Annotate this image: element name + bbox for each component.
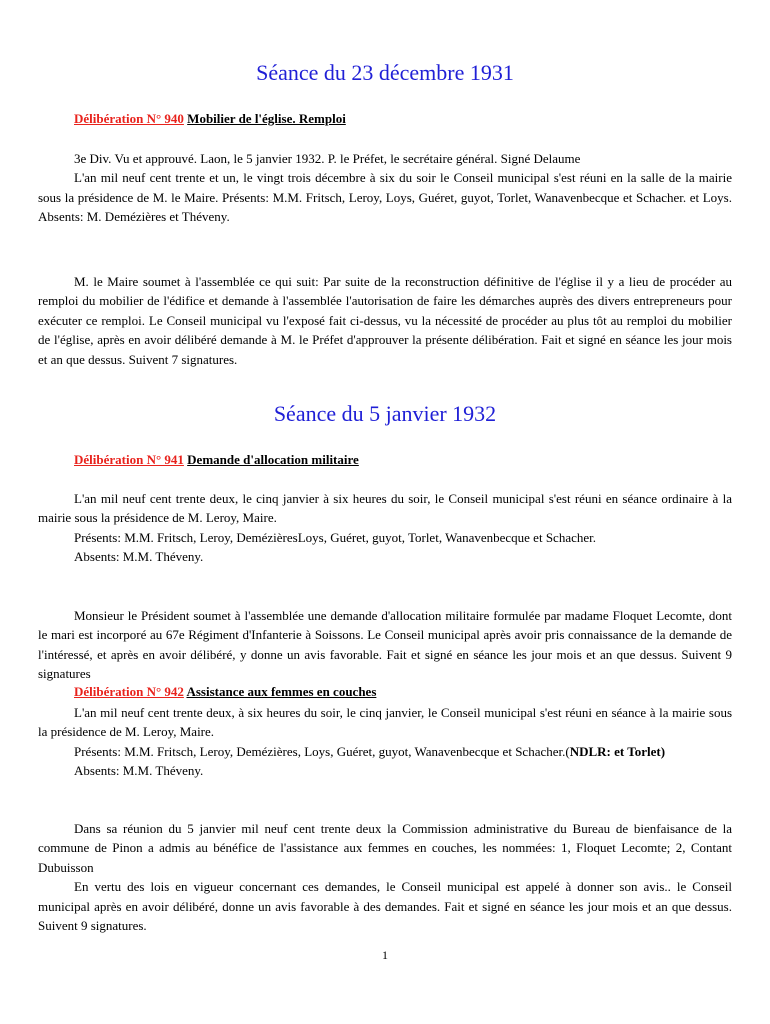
paragraph: 3e Div. Vu et approuvé. Laon, le 5 janvier 1932. P. le Préfet, le secrétaire général. Signé Delaume [74, 151, 581, 166]
paragraph: Absents: M.M. Théveny. [74, 763, 204, 779]
presents-text: Présents: M.M. Fritsch, Leroy, Demézières, Loys, Guéret, guyot, Wanavenbecque et Schacher.( [74, 743, 570, 759]
page-number: 1 [382, 948, 388, 962]
deliberation-941-body-1 [38, 489, 732, 567]
paragraph [38, 742, 732, 761]
deliberation-941-body-2 [38, 606, 732, 684]
deliberation-942-header [74, 684, 376, 700]
seance-heading-1: Séance du 23 décembre 1931 [256, 60, 514, 85]
deliberation-number: Délibération N° 940 [74, 111, 184, 126]
deliberation-number: Délibération N° 942 [74, 684, 184, 699]
paragraph: En vertu des lois en vigueur concernant ces demandes, le Conseil municipal est appelé à donner son avis.. le Conseil municipal après en avoir délibéré, donne un avis favorable à des demandes. Fait et signé en séance les jour mois et an que dessus. Suivent 9 signatures. [38, 879, 732, 934]
paragraph: Monsieur le Président soumet à l'assemblée une demande d'allocation militaire formulée par madame Floquet Lecomte, dont le mari est incorporé au 67e Régiment d'Infanterie à Soissons. Le Conseil municipal après avoir pris connaissance de la demande de l'intéressé, et après en avoir délibéré, y donne un avis favorable. Fait et signé en séance les jour mois et an que dessus. Suivent 9 signatures [38, 608, 732, 682]
deliberation-940-header [74, 111, 346, 127]
deliberation-940-body-1 [38, 149, 732, 227]
paragraph: M. le Maire soumet à l'assemblée ce qui suit: Par suite de la reconstruction définitive de l'église il y a lieu de procéder au remploi du mobilier de l'édifice et demande à l'assemblée l'autorisation de faire les démarches auprès des divers entrepreneurs pour exécuter ce remploi. Le Conseil municipal vu l'exposé fait ci-dessus, vu la nécessité de procéder au plus tôt au remploi du mobilier de l'église, après en avoir délibéré demande à M. le Préfet d'approuver la présente délibération. Fait et signé en séance les jour mois et an que dessus. Suivent 7 signatures. [38, 274, 732, 367]
deliberation-940-body-2 [38, 272, 732, 369]
paragraph: Présents: M.M. Fritsch, Leroy, DemézièresLoys, Guéret, guyot, Torlet, Wanavenbecque et Schacher. [74, 529, 596, 545]
paragraph: Dans sa réunion du 5 janvier mil neuf cent trente deux la Commission administrative du Bureau de bienfaisance de la commune de Pinon a admis au bénéfice de l'assistance aux femmes en couches, les nommées: 1, Floquet Lecomte; 2, Contant Dubuisson [38, 821, 732, 875]
paragraph: L'an mil neuf cent trente deux, le cinq janvier à six heures du soir, le Conseil municipal s'est réuni en séance ordinaire à la mairie sous la présidence de M. Leroy, Maire. [38, 491, 732, 526]
seance-heading-2: Séance du 5 janvier 1932 [273, 401, 497, 426]
deliberation-942-body-2 [38, 819, 732, 935]
deliberation-title: Demande d'allocation militaire [187, 452, 359, 467]
deliberation-941-header [74, 452, 359, 468]
paragraph: L'an mil neuf cent trente deux, à six heures du soir, le cinq janvier, le Conseil municipal s'est réuni en séance à la mairie sous la présidence de M. Leroy, Maire. [38, 705, 732, 740]
deliberation-number: Délibération N° 941 [74, 452, 184, 467]
paragraph: L'an mil neuf cent trente et un, le vingt trois décembre à six du soir le Conseil municipal s'est réuni en la salle de la mairie sous la présidence de M. le Maire. Présents: M.M. Fritsch, Leroy, Loys, Guéret, guyot, Torlet, Wanavenbecque et Schacher. et Loys. Absents: M. Demézières et Théveny. [38, 170, 732, 225]
deliberation-942-body-1 [38, 703, 732, 781]
paragraph: Absents: M.M. Théveny. [74, 549, 204, 565]
ndlr-note: NDLR: et Torlet) [569, 743, 666, 759]
deliberation-title: Assistance aux femmes en couches [186, 684, 377, 699]
deliberation-title: Mobilier de l'église. Remploi [187, 111, 346, 126]
